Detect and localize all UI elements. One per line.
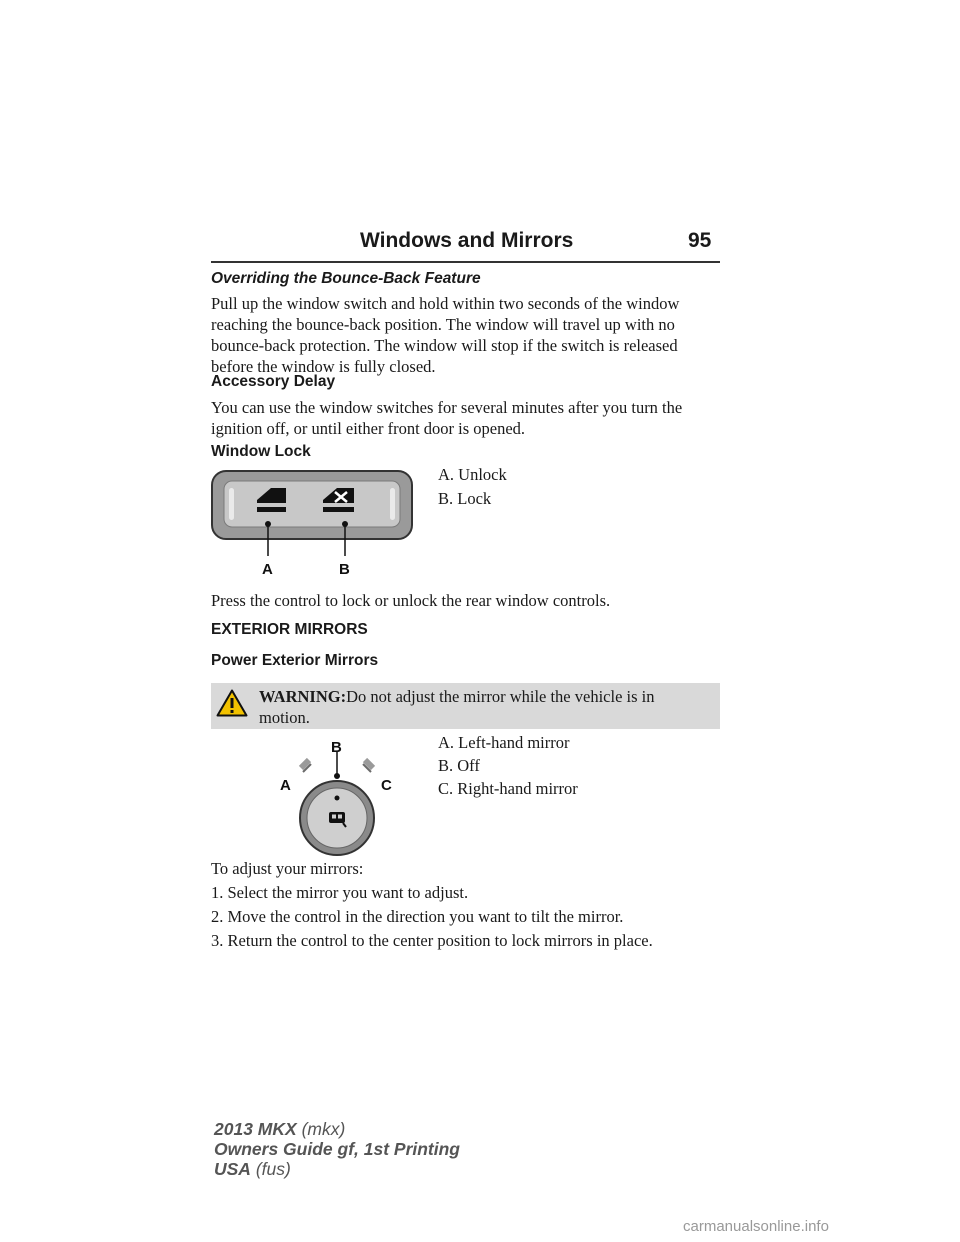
- mirror-steps: [211, 858, 653, 951]
- legend-item-off: B. Off: [438, 756, 480, 775]
- figure-label-c: C: [381, 777, 392, 794]
- legend-item-lock: B. Lock: [438, 489, 492, 508]
- warning-label: WARNING:: [259, 687, 347, 706]
- mirror-control-illustration: [272, 734, 402, 858]
- mirror-legend: [438, 732, 578, 799]
- callout-dot-b: [342, 521, 348, 527]
- step-item: 2. Move the control in the direction you want to tilt the mirror.: [211, 907, 624, 926]
- footer-market: USA (fus): [214, 1159, 291, 1179]
- warning-text: [259, 686, 655, 728]
- accessory-delay-paragraph: [211, 397, 682, 439]
- steps-intro: To adjust your mirrors:: [211, 859, 364, 878]
- step-item: 3. Return the control to the center position to lock mirrors in place.: [211, 931, 653, 950]
- text-line: ignition off, or until either front door is opened.: [211, 419, 526, 438]
- window-lock-legend: [438, 464, 507, 509]
- footer-model: 2013 MKX (mkx): [214, 1119, 346, 1139]
- section-heading-bounce-back: Overriding the Bounce-Back Feature: [211, 270, 481, 287]
- watermark: carmanualsonline.info: [683, 1218, 829, 1235]
- figure-label-b: B: [331, 739, 342, 756]
- legend-item-unlock: A. Unlock: [438, 465, 507, 484]
- figure-label-b: B: [339, 561, 350, 578]
- window-lock-note: Press the control to lock or unlock the rear window controls.: [211, 591, 611, 610]
- footer-guide: Owners Guide gf, 1st Printing: [214, 1139, 460, 1159]
- warning-triangle-icon: [216, 689, 248, 717]
- step-item: 1. Select the mirror you want to adjust.: [211, 883, 469, 902]
- figure-label-a: A: [262, 561, 273, 578]
- switch-highlight: [390, 488, 395, 520]
- warning-line-1: Do not adjust the mirror while the vehicle is in: [346, 687, 655, 706]
- bounce-back-paragraph: [211, 293, 679, 377]
- legend-item-left-mirror: A. Left-hand mirror: [438, 733, 570, 752]
- legend-item-right-mirror: C. Right-hand mirror: [438, 779, 578, 798]
- text-line: before the window is fully closed.: [211, 357, 436, 376]
- mirror-knob-indicator: [335, 796, 340, 801]
- callout-dot-b: [334, 773, 340, 779]
- text-line: reaching the bounce-back position. The window will travel up with no: [211, 315, 675, 334]
- text-line: bounce-back protection. The window will stop if the switch is released: [211, 336, 678, 355]
- switch-highlight: [229, 488, 234, 520]
- text-line: You can use the window switches for several minutes after you turn the: [211, 398, 683, 417]
- header-divider: [211, 261, 720, 263]
- page-title: Windows and Mirrors: [360, 229, 574, 252]
- callout-dot-a: [265, 521, 271, 527]
- section-heading-exterior-mirrors: EXTERIOR MIRRORS: [211, 621, 368, 638]
- figure-label-a: A: [280, 777, 291, 794]
- section-heading-power-mirrors: Power Exterior Mirrors: [211, 652, 379, 669]
- switch-recess: [224, 481, 400, 527]
- window-lock-switch-illustration: [211, 470, 415, 580]
- section-heading-accessory-delay: Accessory Delay: [211, 373, 336, 390]
- warning-line-2: motion.: [259, 708, 310, 727]
- text-line: Pull up the window switch and hold within two seconds of the window: [211, 294, 680, 313]
- section-heading-window-lock: Window Lock: [211, 443, 311, 460]
- page-number: 95: [688, 229, 712, 252]
